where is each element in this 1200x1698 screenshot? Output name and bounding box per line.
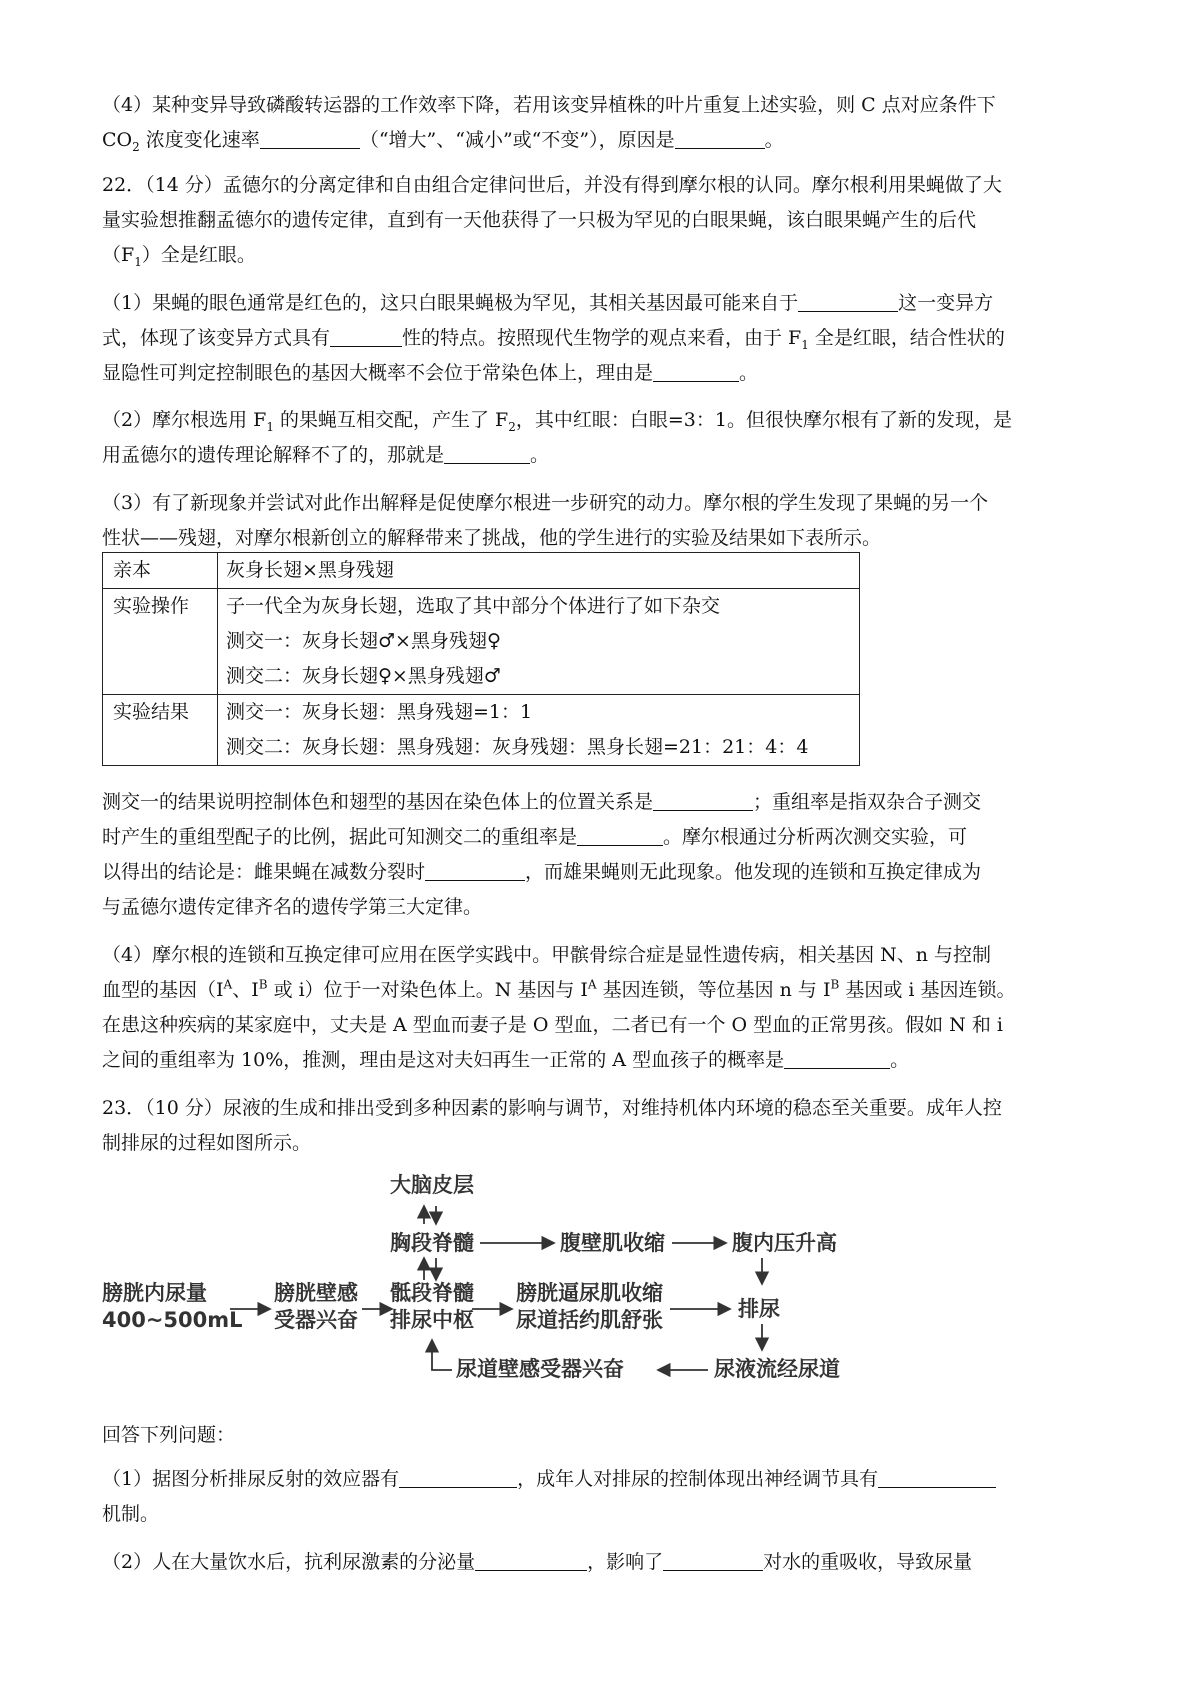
q22-part2: 用孟德尔的遗传理论解释不了的，那就是 。 (102, 438, 1104, 473)
q22-part3: 性状——残翅，对摩尔根新创立的解释带来了挑战，他的学生进行的实验及结果如下表所示。 (102, 527, 882, 549)
answer-blank (663, 1548, 763, 1571)
q22-part3: （3）有了新现象并尝试对此作出解释是促使摩尔根进一步研究的动力。摩尔根的学生发现了果蝇的另一个 (102, 492, 989, 514)
q22-part4: 之间的重组率为 10%，推测，理由是这对夫妇再生一正常的 A 型血孩子的概率是 。 (102, 1043, 1104, 1078)
q22-part3-question: 时产生的重组型配子的比例，据此可知测交二的重组率是 。摩尔根通过分析两次测交实验，可 (102, 820, 1104, 855)
q23-intro: 23．（10 分）尿液的生成和排出受到多种因素的影响与调节，对维持机体内环境的稳态至关重要。成年人控 (102, 1097, 1002, 1119)
answer-blank (444, 441, 530, 464)
answer-blank (399, 1465, 517, 1488)
answer-blank (475, 1548, 587, 1571)
q22-intro: 22．（14 分）孟德尔的分离定律和自由组合定律问世后，并没有得到摩尔根的认同。摩尔根利用果蝇做了大 (102, 174, 1002, 196)
urine-flow-node: 尿液流经尿道 (714, 1357, 840, 1381)
q21-part4-line2: $CO_2$ 浓度变化速率 （“增大”、“减小”或“不变”），原因是 。 (102, 123, 1104, 158)
answer-blank (330, 324, 402, 347)
table-header-cell: 实验结果 (103, 695, 218, 766)
bladder-receptor-node: 膀胱壁感 受器兴奋 (274, 1281, 358, 1332)
cerebral-cortex-node: 大脑皮层 (390, 1173, 474, 1197)
q23-part2: （2）人在大量饮水后，抗利尿激素的分泌量 ，影响了 对水的重吸收，导致尿量 (102, 1545, 1104, 1580)
table-cell: 子一代全为灰身长翅，选取了其中部分个体进行了如下杂交 测交一：灰身长翅♂×黑身残翅♀ 测交二：灰身长翅♀×黑身残翅♂ (218, 589, 860, 695)
q22-part3-question: 以得出的结论是：雌果蝇在减数分裂时 ，而雄果蝇则无此现象。他发现的连锁和互换定律成为 (102, 855, 1104, 890)
answer-blank (653, 788, 753, 811)
table-row (103, 695, 860, 766)
abdominal-pressure-node: 腹内压升高 (732, 1231, 837, 1255)
bladder-volume-node: 膀胱内尿量 400~500mL (102, 1281, 243, 1332)
answer-blank (675, 126, 765, 149)
table-row (103, 553, 860, 589)
q22-intro: 量实验想推翻孟德尔的遗传定律，直到有一天他获得了一只极为罕见的白眼果蝇，该白眼果蝇产生的后代 (102, 209, 977, 231)
q22-part4: （4）摩尔根的连锁和互换定律可应用在医学实践中。甲髌骨综合症是显性遗传病，相关基因 N、n 与控制 (102, 944, 992, 966)
answer-blank (425, 858, 525, 881)
urination-reflex-diagram (102, 1172, 872, 1400)
q23-answer-prompt: 回答下列问题： (102, 1424, 236, 1446)
q23-part1: （1）据图分析排尿反射的效应器有 ，成年人对排尿的控制体现出神经调节具有 (102, 1462, 1104, 1497)
q21-part4-line1: （4）某种变异导致磷酸转运器的工作效率下降，若用该变异植株的叶片重复上述实验，则 C 点对应条件下 (102, 94, 996, 116)
q22-part1: 显隐性可判定控制眼色的基因大概率不会位于常染色体上，理由是 。 (102, 356, 1104, 391)
answer-blank (798, 289, 898, 312)
q23-intro: 制排尿的过程如图所示。 (102, 1132, 312, 1154)
answer-blank (878, 1465, 996, 1488)
thoracic-spinal-node: 胸段脊髓 (390, 1231, 474, 1255)
table-cell: 灰身长翅×黑身残翅 (218, 553, 860, 589)
table-cell: 测交一：灰身长翅：黑身残翅=1：1 测交二：灰身长翅：黑身残翅：灰身残翅：黑身长翅=21：21：4：4 (218, 695, 860, 766)
q22-part1: 式，体现了该变异方式具有 性的特点。按照现代生物学的观点来看，由于 $F_1$ 全是红眼，结合性状的 (102, 321, 1104, 356)
answer-blank (784, 1046, 890, 1069)
answer-blank (653, 359, 739, 382)
q22-part3-question: 测交一的结果说明控制体色和翅型的基因在染色体上的位置关系是 ；重组率是指双杂合子测交 (102, 785, 1104, 820)
answer-blank (577, 823, 663, 846)
q22-part4: 血型的基因（$I^A$、$I^B$ 或 i）位于一对染色体上。N 基因与 $I^A$ 基因连锁，等位基因 n 与 $I^B$ 基因或 i 基因连锁。 (102, 977, 1016, 1001)
q22-intro: $(F_1)$全是红眼。 (102, 244, 256, 269)
urination-node: 排尿 (738, 1297, 780, 1321)
q22-part1: （1）果蝇的眼色通常是红色的，这只白眼果蝇极为罕见，其相关基因最可能来自于 这一变异方 (102, 286, 1104, 321)
table-header-cell: 实验操作 (103, 589, 218, 695)
abdominal-muscle-node: 腹壁肌收缩 (560, 1231, 665, 1255)
experiment-table (102, 552, 860, 766)
q22-part2: （2）摩尔根选用 $F_1$ 的果蝇互相交配，产生了 $F_2$，其中红眼：白眼=3：1。但很快摩尔根有了新的发现，是 (102, 409, 1012, 434)
table-header-cell: 亲本 (103, 553, 218, 589)
detrusor-sphincter-node: 膀胱逼尿肌收缩 尿道括约肌舒张 (516, 1281, 663, 1332)
answer-blank (260, 126, 360, 149)
table-row (103, 589, 860, 695)
sacral-center-node: 骶段脊髓 排尿中枢 (390, 1281, 474, 1332)
q22-part4: 在患这种疾病的某家庭中，丈夫是 A 型血而妻子是 O 型血，二者已有一个 O 型血的正常男孩。假如 N 和 i (102, 1014, 1003, 1036)
q22-part3-question: 与孟德尔遗传定律齐名的遗传学第三大定律。 (102, 896, 483, 918)
urethra-receptor-node: 尿道壁感受器兴奋 (456, 1357, 624, 1381)
q23-part1: 机制。 (102, 1503, 160, 1525)
